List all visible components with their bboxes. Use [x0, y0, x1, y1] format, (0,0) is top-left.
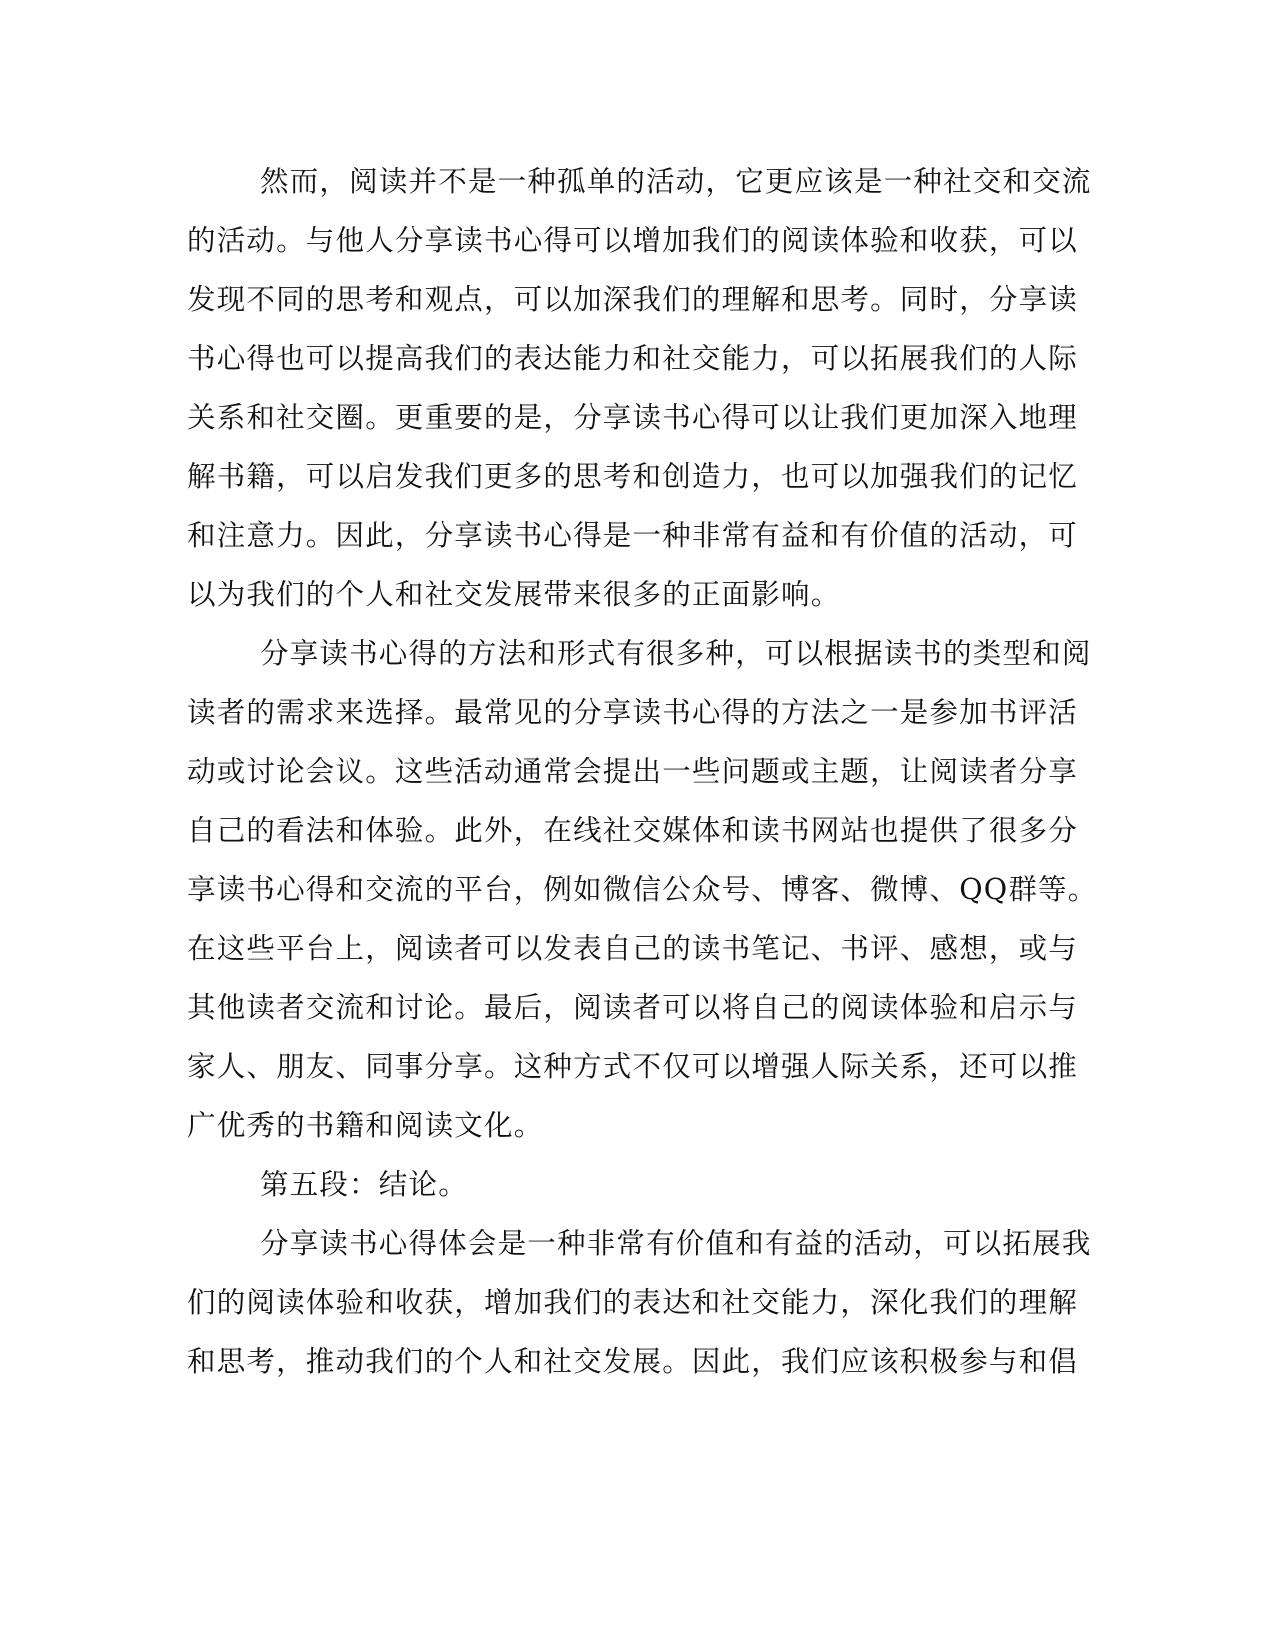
text-line: 分享读书心得体会是一种非常有价值和有益的活动，可以拓展我 [260, 1227, 1092, 1260]
text-line: 享读书心得和交流的平台，例如微信公众号、博客、微博、QQ群等。 [187, 873, 1098, 906]
text-line: 然而，阅读并不是一种孤单的活动，它更应该是一种社交和交流 [260, 165, 1092, 198]
text-line: 读者的需求来选择。最常见的分享读书心得的方法之一是参加书评活 [187, 696, 1079, 729]
text-line: 广优秀的书籍和阅读文化。 [187, 1109, 544, 1142]
text-line: 分享读书心得的方法和形式有很多种，可以根据读书的类型和阅 [260, 637, 1092, 670]
text-line: 和注意力。因此，分享读书心得是一种非常有益和有价值的活动，可 [187, 519, 1079, 552]
text-line: 家人、朋友、同事分享。这种方式不仅可以增强人际关系，还可以推 [187, 1050, 1079, 1083]
text-line: 的活动。与他人分享读书心得可以增加我们的阅读体验和收获，可以 [187, 224, 1079, 257]
text-line: 关系和社交圈。更重要的是，分享读书心得可以让我们更加深入地理 [187, 401, 1079, 434]
text-line: 自己的看法和体验。此外，在线社交媒体和读书网站也提供了很多分 [187, 814, 1079, 847]
text-line: 解书籍，可以启发我们更多的思考和创造力，也可以加强我们的记忆 [187, 460, 1079, 493]
text-line: 动或讨论会议。这些活动通常会提出一些问题或主题，让阅读者分享 [187, 755, 1079, 788]
section-heading: 第五段：结论。 [260, 1168, 468, 1201]
text-line: 以为我们的个人和社交发展带来很多的正面影响。 [187, 578, 841, 611]
text-line: 们的阅读体验和收获，增加我们的表达和社交能力，深化我们的理解 [187, 1286, 1079, 1319]
text-line: 和思考，推动我们的个人和社交发展。因此，我们应该积极参与和倡 [187, 1345, 1079, 1378]
text-line: 发现不同的思考和观点，可以加深我们的理解和思考。同时，分享读 [187, 283, 1079, 316]
text-line: 书心得也可以提高我们的表达能力和社交能力，可以拓展我们的人际 [187, 342, 1079, 375]
text-line: 其他读者交流和讨论。最后，阅读者可以将自己的阅读体验和启示与 [187, 991, 1079, 1024]
text-line: 在这些平台上，阅读者可以发表自己的读书笔记、书评、感想，或与 [187, 932, 1079, 965]
